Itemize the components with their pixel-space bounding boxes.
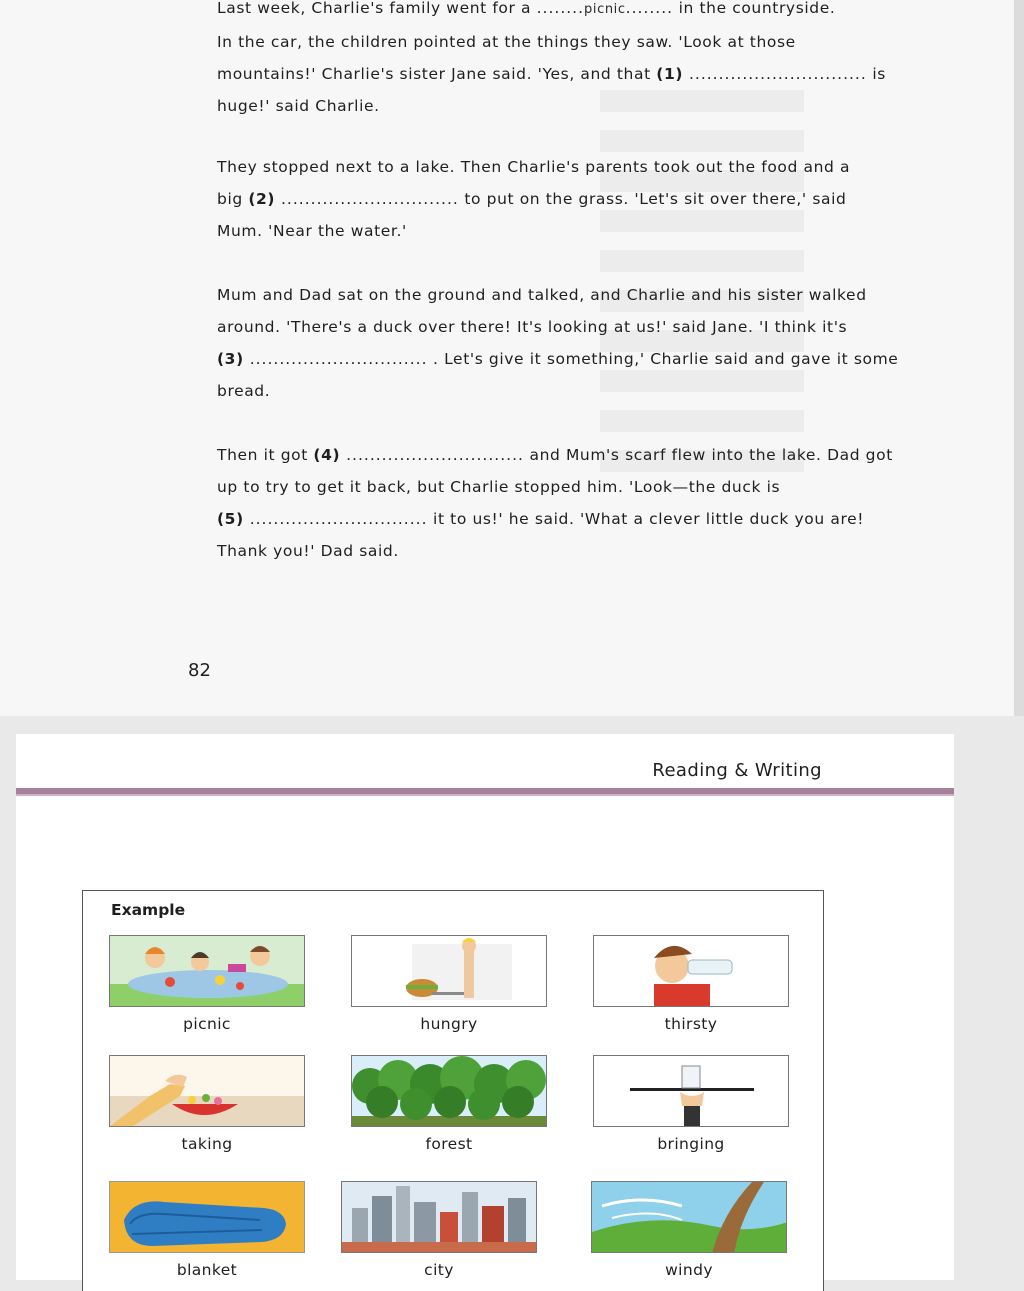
- page-number: 82: [188, 660, 211, 681]
- section-title: Reading & Writing: [652, 760, 822, 781]
- story-line: around. 'There's a duck over there! It's looking at us!' said Jane. 'I think it's: [217, 318, 848, 336]
- word-card-blanket[interactable]: [109, 1181, 305, 1279]
- word-card-thirsty[interactable]: [593, 935, 789, 1033]
- story-line: (3) .............................. . Let's give it something,' Charlie said and gave it some: [217, 350, 899, 368]
- word-label: windy: [665, 1261, 713, 1279]
- word-label: city: [424, 1261, 454, 1279]
- gap-1[interactable]: ..............................: [683, 65, 867, 83]
- story-line: Thank you!' Dad said.: [217, 542, 399, 560]
- story-line: bread.: [217, 382, 271, 400]
- gap-number-4: (4): [313, 446, 341, 464]
- word-label: picnic: [183, 1015, 231, 1033]
- page-edge: [1014, 0, 1024, 716]
- example-label: Example: [111, 901, 186, 919]
- story-line: They stopped next to a lake. Then Charlie's parents took out the food and a: [217, 158, 851, 176]
- story-line: (5) .............................. it to us!' he said. 'What a clever little duck you are!: [217, 510, 865, 528]
- gap-number-3: (3): [217, 350, 244, 368]
- word-box: [82, 890, 824, 1291]
- word-card-city[interactable]: [341, 1181, 537, 1279]
- word-card-windy[interactable]: [591, 1181, 787, 1279]
- story-line: Mum and Dad sat on the ground and talked, and Charlie and his sister walked: [217, 286, 867, 304]
- story-line: Mum. 'Near the water.': [217, 222, 407, 240]
- story-line: big (2) .............................. to put on the grass. 'Let's sit over there,' said: [217, 190, 847, 208]
- city-image: [341, 1181, 537, 1253]
- gap-number-5: (5): [217, 510, 244, 528]
- story-line: mountains!' Charlie's sister Jane said. 'Yes, and that (1) .............................. is: [217, 65, 886, 83]
- taking-image: [109, 1055, 305, 1127]
- word-label: thirsty: [664, 1015, 718, 1033]
- header-rule-shadow: [16, 794, 954, 796]
- story-line: huge!' said Charlie.: [217, 97, 380, 115]
- gap-4[interactable]: ..............................: [340, 446, 524, 464]
- word-card-hungry[interactable]: [351, 935, 547, 1033]
- word-box-page: [16, 734, 954, 1280]
- word-card-taking[interactable]: [109, 1055, 305, 1153]
- picnic-image: [109, 935, 305, 1007]
- word-card-bringing[interactable]: [593, 1055, 789, 1153]
- blanket-image: [109, 1181, 305, 1253]
- story-paragraph-1: [217, 0, 962, 122]
- bringing-image: [593, 1055, 789, 1127]
- gap-5[interactable]: ..............................: [243, 510, 428, 528]
- word-label: taking: [181, 1135, 233, 1153]
- story-paragraph-4: [217, 439, 962, 567]
- gap-number-2: (2): [248, 190, 276, 208]
- forest-image: [351, 1055, 547, 1127]
- story-line: Last week, Charlie's family went for a ........picnic........ in the countryside.: [217, 0, 836, 17]
- word-card-picnic[interactable]: [109, 935, 305, 1033]
- word-label: forest: [425, 1135, 473, 1153]
- hungry-image: [351, 935, 547, 1007]
- story-line: Then it got (4) .............................. and Mum's scarf flew into the lake. Dad got: [217, 446, 893, 464]
- story-paragraph-3: [217, 279, 962, 407]
- gap-2[interactable]: ..............................: [275, 190, 459, 208]
- gap-3[interactable]: ..............................: [243, 350, 428, 368]
- word-label: hungry: [420, 1015, 478, 1033]
- story-paragraph-2: [217, 151, 962, 247]
- word-card-forest[interactable]: [351, 1055, 547, 1153]
- thirsty-image: [593, 935, 789, 1007]
- gap-number-1: (1): [656, 65, 684, 83]
- word-label: bringing: [657, 1135, 725, 1153]
- story-line: up to try to get it back, but Charlie stopped him. 'Look—the duck is: [217, 478, 781, 496]
- example-answer: picnic: [584, 2, 626, 17]
- windy-image: [591, 1181, 787, 1253]
- story-line: In the car, the children pointed at the things they saw. 'Look at those: [217, 33, 796, 51]
- word-label: blanket: [176, 1261, 238, 1279]
